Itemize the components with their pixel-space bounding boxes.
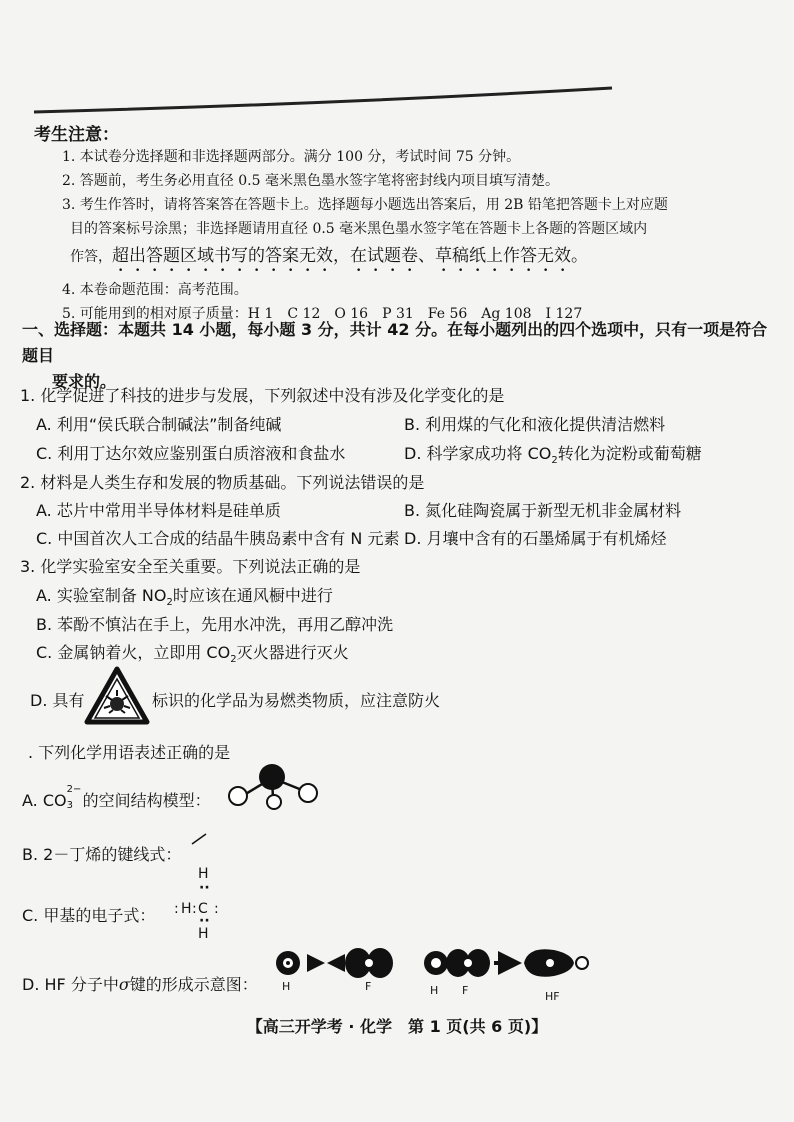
notice-block	[34, 120, 774, 326]
q3-option-a: A. 实验室制备 $NO_2$时应该在通风橱中进行	[36, 586, 333, 609]
q4-option-d: D. HF 分子中σ键的形成示意图：	[22, 975, 258, 994]
q2-option-d: D. 月壤中含有的石墨烯属于有机烯烃	[404, 529, 667, 548]
q1-option-d: D. 科学家成功将 $CO_2$转化为淀粉或葡萄糖	[404, 444, 702, 467]
section-heading: 一、选择题：本题共 14 小题，每小题 3 分，共计 42 分。在每小题列出的四个选项中，只有一项是符合题目 要求的。	[22, 320, 768, 391]
skeletal-formula	[190, 832, 210, 846]
label-h-2: H	[430, 984, 439, 997]
q4-stem: . 下列化学用语表述正确的是	[28, 743, 231, 762]
q1-stem: 1. 化学促进了科技的进步与发展，下列叙述中没有涉及化学变化的是	[20, 386, 505, 405]
notice-line-3-cont2: 作答，超出答题区域书写的答案无效，在试题卷、草稿纸上作答无效。	[70, 246, 588, 266]
notice-line-2: 2. 答题前，考生务必用直径 0.5 毫米黑色墨水签字笔将密封线内项目填写清楚。	[62, 173, 559, 189]
notice-line-3-cont: 目的答案标号涂黑；非选择题请用直径 0.5 毫米黑色墨水签字笔在答题卡上各题的答题区域内	[70, 221, 648, 237]
notice-heading: 考生注意：	[34, 125, 119, 145]
label-h-1: H	[282, 980, 291, 993]
notice-line-1: 1. 本试卷分选择题和非选择题两部分。满分 100 分，考试时间 75 分钟。	[62, 149, 521, 165]
q2-option-a: A. 芯片中常用半导体材料是硅单质	[36, 501, 281, 520]
q3-option-d-text: 标识的化学品为易燃类物质，应注意防火	[152, 691, 441, 710]
top-rule	[34, 88, 614, 118]
q1-option-b: B. 利用煤的气化和液化提供清洁燃料	[404, 415, 666, 434]
q3-stem: 3. 化学实验室安全至关重要。下列说法正确的是	[20, 557, 361, 576]
label-hf: HF	[545, 990, 560, 1003]
q3-option-d-prefix: D. 具有	[30, 691, 85, 710]
label-f-1: F	[365, 980, 372, 993]
q1-option-c: C. 利用丁达尔效应鉴别蛋白质溶液和食盐水	[36, 444, 346, 463]
label-f-2: F	[462, 984, 469, 997]
q2-stem: 2. 材料是人类生存和发展的物质基础。下列说法错误的是	[20, 473, 425, 492]
q3-option-b: B. 苯酚不慎沾在手上，先用水冲洗，再用乙醇冲洗	[36, 615, 394, 634]
q4-option-b: B. 2－丁烯的键线式：	[22, 845, 182, 864]
notice-line-5: 5. 可能用到的相对原子质量：H 1 C 12 O 16 P 31 Fe 56 Ag 108 I 127	[62, 306, 583, 322]
q4-option-a: A. CO 2− 3 的空间结构模型：	[22, 784, 211, 811]
trigonal-planar-model	[226, 762, 322, 810]
explosive-hazard-icon	[84, 666, 150, 726]
notice-line-3: 3. 考生作答时，请将答案答在答题卡上。选择题每小题选出答案后，用 2B 铅笔把答题卡上对应题	[62, 197, 668, 213]
q1-option-a: A. 利用“侯氏联合制碱法”制备纯碱	[36, 415, 282, 434]
notice-line-4: 4. 本卷命题范围：高考范围。	[62, 282, 248, 298]
q3-option-c: C. 金属钠着火，立即用 $CO_2$灭火器进行灭火	[36, 643, 349, 666]
page-footer: 【高三开学考 · 化学 第 1 页(共 6 页)】	[246, 1017, 548, 1036]
notice-emphasis: 超出答题区域书写的答案无效，在试题卷、草稿纸上作答无效。	[112, 246, 588, 266]
q2-option-c: C. 中国首次人工合成的结晶牛胰岛素中含有 N 元素	[36, 529, 400, 548]
methyl-electron-formula: H ·· : H : C : ·· H	[174, 866, 219, 942]
q4-option-c: C. 甲基的电子式：	[22, 906, 156, 925]
q2-option-b: B. 氮化硅陶瓷属于新型无机非金属材料	[404, 501, 682, 520]
